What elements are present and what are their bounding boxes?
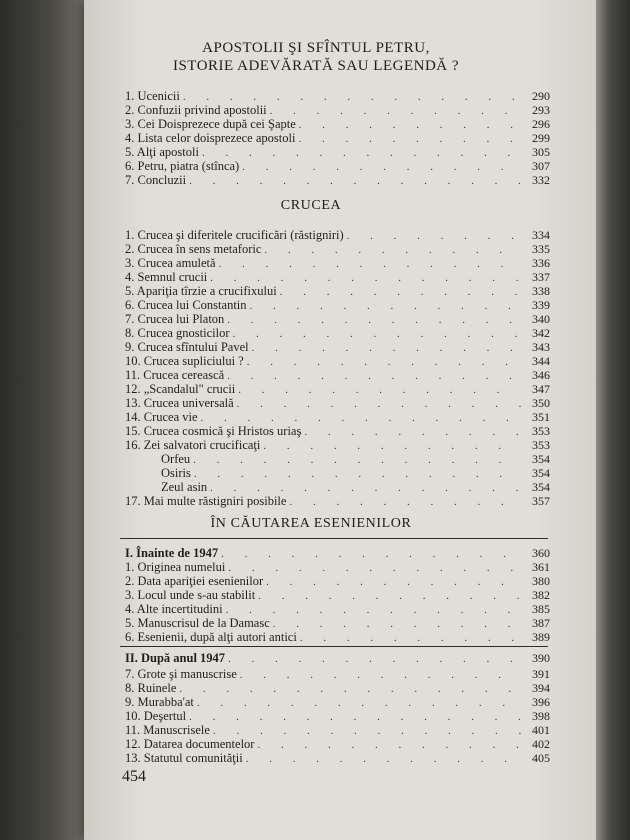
toc-entry: 5. Alţi apostoli . . . 305 xyxy=(125,145,550,159)
page-number: 454 xyxy=(122,768,146,785)
toc-entry: 6. Esenienii, după alţi autori antici . . . 389 xyxy=(125,630,550,644)
toc-entry: 1. Ucenicii . . . 290 xyxy=(125,89,550,103)
section-title-cross: CRUCEA xyxy=(280,198,342,213)
toc-entry: 12. Datarea documentelor . . . 402 xyxy=(125,737,550,751)
toc-entry: 2. Confuzii privind apostolii . . . 293 xyxy=(125,103,550,117)
toc-entry: 1. Crucea şi diferitele crucificări (răstigniri) . . . 334 xyxy=(125,228,550,242)
toc-entry: 12. „Scandalul" crucii . . . 347 xyxy=(125,382,550,396)
toc-entry: 4. Semnul crucii . . . 337 xyxy=(125,270,550,284)
toc-entry: 2. Data apariţiei esenienilor . . . 380 xyxy=(125,574,550,588)
toc-entry: 10. Crucea supliciului ? . . . 344 xyxy=(125,354,550,368)
book-edge-shadow xyxy=(596,0,630,840)
section-title-apostles-line-2: ISTORIE ADEVĂRATĂ SAU LEGENDĂ ? xyxy=(172,58,460,74)
toc-entry: 8. Crucea gnosticilor . . . 342 xyxy=(125,326,550,340)
section-divider xyxy=(120,538,548,539)
toc-entry: 5. Apariţia tîrzie a crucifixului . . . 338 xyxy=(125,284,550,298)
toc-entry: 7. Grote şi manuscrise . . . 391 xyxy=(125,667,550,681)
toc-part-heading: I. Înainte de 1947 . . . 360 xyxy=(125,546,550,560)
toc-entry: 17. Mai multe răstigniri posibile . . . 357 xyxy=(125,494,550,508)
toc-part-heading: II. După anul 1947 . . . 390 xyxy=(125,651,550,665)
toc-entry: 7. Concluzii . . . 332 xyxy=(125,173,550,187)
toc-entry: 9. Crucea sfîntului Pavel . . . 343 xyxy=(125,340,550,354)
toc-entry: 15. Crucea cosmică şi Hristos uriaş . . . 353 xyxy=(125,424,550,438)
section-title-apostles-line-1: APOSTOLII ŞI SFÎNTUL PETRU, xyxy=(202,40,430,56)
toc-entry: 9. Murabba'at . . . 396 xyxy=(125,695,550,709)
section-title-essenes: ÎN CĂUTAREA ESENIENILOR xyxy=(210,516,412,531)
toc-entry: 3. Locul unde s-au stabilit . . . 382 xyxy=(125,588,550,602)
section-divider xyxy=(120,646,548,647)
toc-entry: 11. Manuscrisele . . . 401 xyxy=(125,723,550,737)
toc-entry: 13. Crucea universală . . . 350 xyxy=(125,396,550,410)
toc-entry: 3. Crucea amuletă . . . 336 xyxy=(125,256,550,270)
toc-entry: 4. Alte incertitudini . . . 385 xyxy=(125,602,550,616)
toc-entry: 2. Crucea în sens metaforic . . . 335 xyxy=(125,242,550,256)
toc-entry: 8. Ruinele . . . 394 xyxy=(125,681,550,695)
toc-entry: 10. Deşertul . . . 398 xyxy=(125,709,550,723)
book-gutter-shadow xyxy=(0,0,84,840)
toc-entry: 11. Crucea cerească . . . 346 xyxy=(125,368,550,382)
toc-entry: 4. Lista celor doisprezece apostoli . . . 299 xyxy=(125,131,550,145)
toc-subentry: Osiris . . . 354 xyxy=(125,466,550,480)
toc-subentry: Zeul asin . . . 354 xyxy=(125,480,550,494)
toc-entry: 14. Crucea vie . . . 351 xyxy=(125,410,550,424)
toc-entry: 13. Statutul comunităţii . . . 405 xyxy=(125,751,550,765)
toc-entry: 6. Crucea lui Constantin . . . 339 xyxy=(125,298,550,312)
toc-entry: 7. Crucea lui Platon . . . 340 xyxy=(125,312,550,326)
toc-entry: 6. Petru, piatra (stînca) . . . 307 xyxy=(125,159,550,173)
toc-entry: 5. Manuscrisul de la Damasc . . . 387 xyxy=(125,616,550,630)
toc-entry: 3. Cei Doisprezece după cei Şapte . . . 296 xyxy=(125,117,550,131)
toc-entry: 16. Zei salvatori crucificaţi . . . 353 xyxy=(125,438,550,452)
toc-entry: 1. Originea numelui . . . 361 xyxy=(125,560,550,574)
toc-subentry: Orfeu . . . 354 xyxy=(125,452,550,466)
